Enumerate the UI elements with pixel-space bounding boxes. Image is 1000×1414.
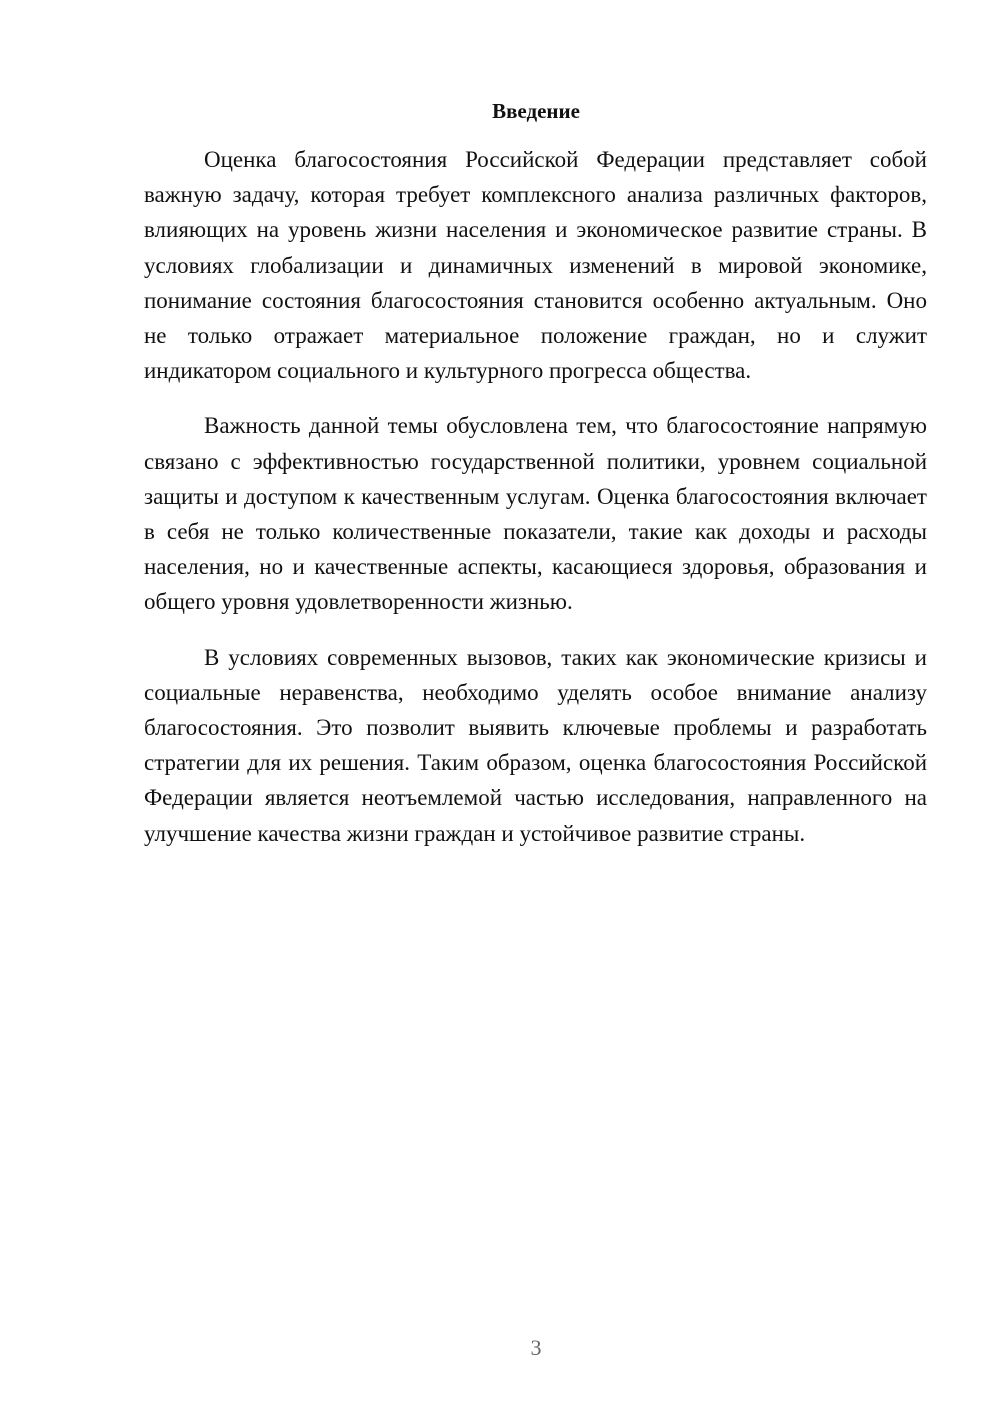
paragraph-2: Важность данной темы обусловлена тем, что благосостояние напрямую связано с эффективностью государственной политики, уровнем социальной защиты и доступом к качественным услугам. Оценка благосостояния включает в себя не только количественные показатели, такие как доходы и расходы населения, но и качественные аспекты, касающиеся здоровья, образования и общего уровня удовлетворенности жизнью. [144,413,927,615]
page-number: 3 [530,1335,542,1360]
paragraph-3: В условиях современных вызовов, таких как экономические кризисы и социальные неравенства, необходимо уделять особое внимание анализу благосостояния. Это позволит выявить ключевые проблемы и разработать стратегии для их решения. Таким образом, оценка благосостояния Российской Федерации является неотъемлемой частью исследования, направленного на улучшение качества жизни граждан и устойчивое развитие страны. [144,644,927,846]
section-title: Введение [492,99,580,123]
document-body [144,142,927,871]
paragraph-1: Оценка благосостояния Российской Федерации представляет собой важную задачу, которая требует комплексного анализа различных факторов, влияющих на уровень жизни населения и экономическое развитие страны. В условиях глобализации и динамичных изменений в мировой экономике, понимание состояния благосостояния становится особенно актуальным. Оно не только отражает материальное положение граждан, но и служит индикатором социального и культурного прогресса общества. [144,147,927,384]
